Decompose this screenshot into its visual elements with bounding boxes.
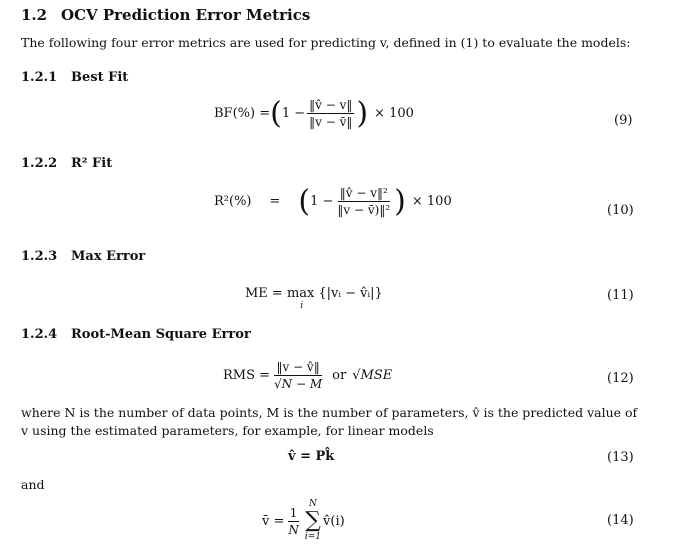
mean-lhs: v̄ = [262, 513, 285, 529]
rms-or: or [332, 368, 347, 383]
eq-tag-13: (13) [607, 450, 634, 465]
r2-one: 1 − [310, 194, 334, 209]
subsection-number-4: 1.2.4 [21, 327, 58, 342]
mean-numerator: 1 [289, 505, 298, 520]
subsection-number-1: 1.2.1 [21, 70, 58, 85]
r2-equals: = [269, 194, 281, 209]
bf-lhs: BF(%) = [214, 106, 271, 121]
definition-paragraph: where N is the number of data points, M is the number of parameters, v̂ is the predicted value of v using the estimated parameters, for example, for linear models [21, 405, 638, 438]
subsection-title-2: R² Fit [71, 156, 113, 171]
me-rhs: {|vᵢ − v̂ᵢ|} [318, 286, 383, 301]
eq-tag-9: (9) [614, 113, 633, 128]
sigma-icon: ∑ [305, 508, 321, 533]
section-title: OCV Prediction Error Metrics [61, 6, 311, 24]
equation-r2 [214, 183, 452, 219]
r2-lhs: R²(%) [214, 194, 252, 209]
bf-denominator: ‖v − v̄‖ [309, 115, 353, 129]
bf-times: × 100 [374, 106, 414, 121]
subsection-number-3: 1.2.3 [21, 249, 58, 264]
equation-rms [223, 360, 392, 391]
summation [305, 499, 321, 543]
r2-denominator: ‖v − v̄)‖² [337, 203, 391, 217]
rms-denominator: √N − M [274, 377, 323, 391]
me-subscript: i [300, 301, 304, 311]
mean-denominator: N [288, 522, 299, 537]
sum-upper: N [309, 499, 317, 509]
rms-fraction [272, 360, 324, 391]
mean-rhs: v̂(i) [323, 513, 345, 529]
r2-numerator: ‖v̂ − v‖² [339, 186, 388, 200]
left-paren: ( [270, 95, 282, 131]
left-paren: ( [298, 183, 311, 219]
rms-rhs: √MSE [352, 368, 393, 383]
r2-fraction [335, 186, 392, 217]
subsection-title-4: Root-Mean Square Error [71, 327, 251, 342]
equation-mean [262, 499, 345, 543]
rms-lhs: RMS = [223, 368, 271, 383]
subsection-title-3: Max Error [71, 249, 146, 264]
equation-pk: v̂ = Pk̂ [288, 449, 335, 464]
bf-one: 1 − [281, 106, 306, 121]
me-max [245, 286, 314, 312]
eq-tag-10: (10) [607, 203, 634, 218]
me-lhs: ME = max [245, 286, 315, 301]
bf-fraction [307, 98, 354, 129]
right-paren: ) [356, 95, 369, 131]
rms-numerator: ‖v − v̂‖ [276, 360, 320, 374]
eq-tag-14: (14) [607, 513, 634, 528]
r2-times: × 100 [411, 194, 452, 209]
eq-tag-12: (12) [607, 371, 634, 386]
eq-tag-11: (11) [607, 288, 634, 303]
bf-numerator: ‖v̂ − v‖ [309, 98, 353, 112]
mean-fraction [286, 506, 301, 537]
intro-text: The following four error metrics are used for predicting v, defined in (1) to evaluate the models: [21, 35, 631, 50]
sum-lower: i=1 [304, 532, 322, 542]
subsection-number-2: 1.2.2 [21, 156, 58, 171]
right-paren: ) [394, 183, 406, 219]
subsection-title-1: Best Fit [71, 70, 129, 85]
equation-me [245, 286, 383, 312]
equation-bf [214, 95, 414, 131]
section-number: 1.2 [21, 6, 48, 24]
and-word: and [21, 477, 45, 492]
